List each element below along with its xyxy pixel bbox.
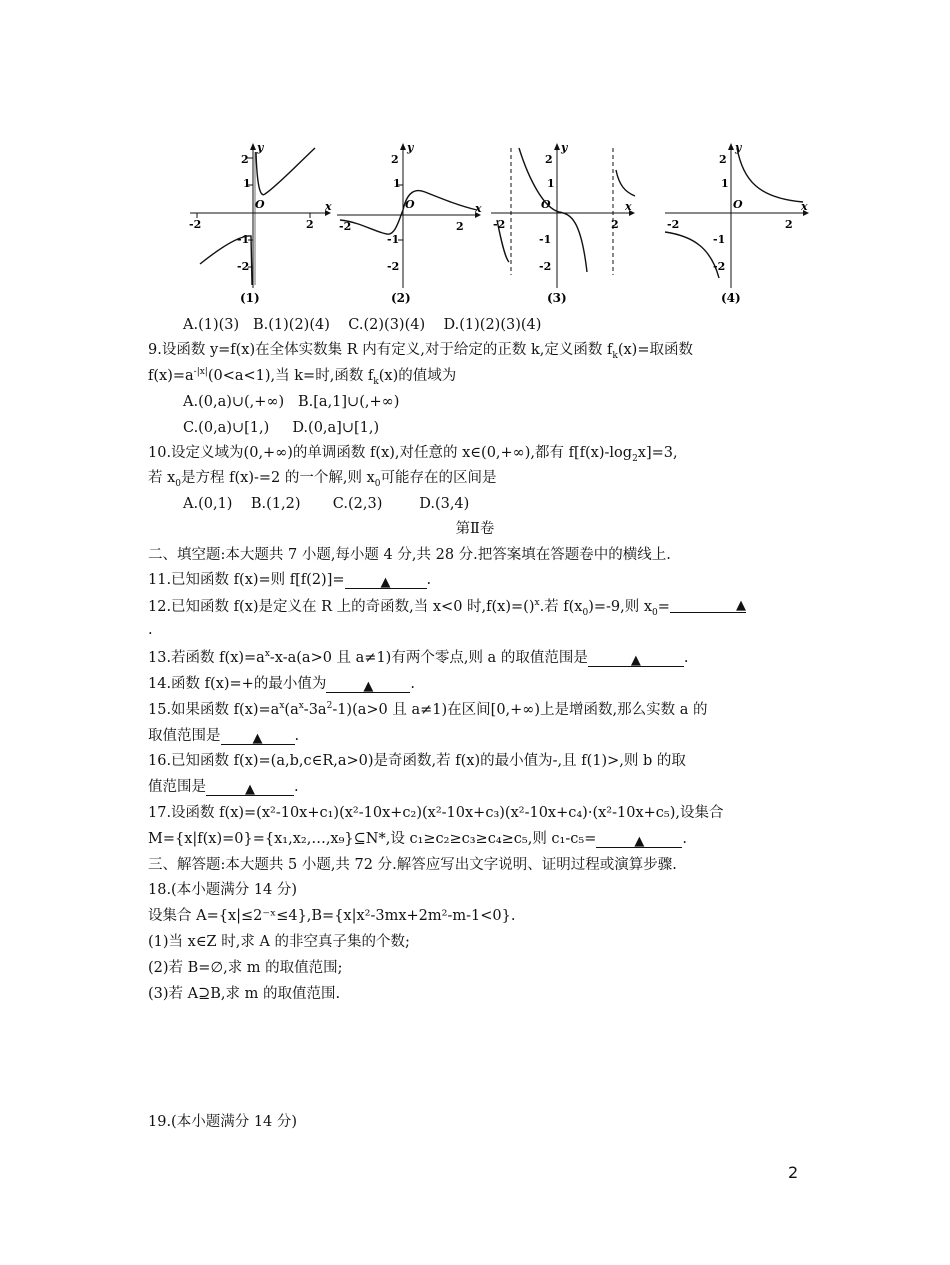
graph-caption: (1): [240, 291, 260, 305]
svg-text:2: 2: [241, 153, 249, 166]
q9-stem-line1: 9.设函数 y=f(x)在全体实数集 R 内有定义,对于给定的正数 k,定义函数 $f_k(x)=$取函数: [148, 342, 693, 361]
q15-line1: 15.如果函数 $f(x)=a^x(a^x-3a^2-1)(a>0$ 且 a≠1)在区间[0,+∞)上是增函数,那么实数 a 的: [148, 701, 708, 718]
q17-line1: 17.设函数 f(x)=(x²-10x+c₁)(x²-10x+c₂)(x²-10x+c₃)(x²-10x+c₄)·(x²-10x+c₅),设集合: [148, 805, 724, 821]
q14: 14.函数 f(x)=+的最小值为 ▲ .: [148, 676, 415, 694]
svg-text:x: x: [625, 200, 632, 213]
svg-text:2: 2: [719, 153, 727, 166]
triangle-icon: ▲: [634, 834, 645, 849]
svg-text:2: 2: [545, 153, 553, 166]
graph-2: [335, 140, 485, 312]
svg-text:1: 1: [393, 177, 401, 190]
volume-2-heading: 第Ⅱ卷: [455, 521, 495, 537]
section-3-heading: 三、解答题:本大题共 5 小题,共 72 分.解答应写出文字说明、证明过程或演算步骤.: [148, 857, 677, 873]
q18-part3: (3)若 A⊇B,求 m 的取值范围.: [148, 986, 341, 1002]
svg-text:-1: -1: [237, 233, 250, 246]
svg-text:-2: -2: [713, 260, 726, 273]
svg-text:1: 1: [243, 177, 251, 190]
svg-text:-2: -2: [387, 260, 400, 273]
triangle-icon: ▲: [630, 653, 641, 668]
svg-text:-2: -2: [339, 220, 352, 233]
svg-text:x: x: [801, 200, 808, 213]
answer-blank[interactable]: [670, 596, 746, 613]
q10-options: A.(0,1) B.(1,2) C.(2,3) D.(3,4): [183, 496, 470, 512]
answer-blank[interactable]: [596, 831, 682, 848]
q18-sets: 设集合 A={x|≤2⁻ˣ≤4},B={x|x²-3mx+2m²-m-1<0}.: [148, 908, 516, 924]
answer-blank[interactable]: [345, 572, 427, 589]
svg-text:O: O: [541, 198, 551, 211]
q17-line2: M={x|f(x)=0}={x₁,x₂,…,x₉}⊆N*,设 c₁≥c₂≥c₃≥c₄≥c₅,则 c₁-c₅= ▲ .: [148, 831, 687, 849]
q10-stem-line2: 若 $x_0$是方程 f(x)-=2 的一个解,则 $x_0$可能存在的区间是: [148, 470, 497, 489]
svg-text:2: 2: [456, 220, 464, 233]
page-number: 2: [788, 1163, 799, 1182]
q18-part1: (1)当 x∈Z 时,求 A 的非空真子集的个数;: [148, 934, 410, 950]
svg-text:(3): (3): [547, 291, 567, 305]
svg-text:x: x: [475, 202, 482, 215]
svg-text:2: 2: [391, 153, 399, 166]
svg-text:2: 2: [306, 218, 314, 231]
svg-text:1: 1: [721, 177, 729, 190]
svg-text:O: O: [405, 198, 415, 211]
svg-text:y: y: [561, 141, 568, 154]
origin-label: O: [255, 198, 265, 211]
triangle-icon: ▲: [363, 679, 374, 694]
section-2-heading: 二、填空题:本大题共 7 小题,每小题 4 分,共 28 分.把答案填在答题卷中的横线上.: [148, 547, 671, 563]
q13: 13.若函数 $f(x)=a^x-x-a(a>0$ 且 a≠1)有两个零点,则 a 的取值范围是 ▲ .: [148, 649, 689, 668]
axis-y-label: y: [257, 141, 264, 154]
svg-text:y: y: [407, 141, 414, 154]
svg-text:(4): (4): [721, 291, 741, 305]
q16-line1: 16.已知函数 f(x)=(a,b,c∈R,a>0)是奇函数,若 f(x)的最小值为-,且 f(1)>,则 b 的取: [148, 753, 686, 769]
svg-text:2: 2: [785, 218, 793, 231]
triangle-icon: ▲: [735, 598, 746, 613]
q9-stem-line2: $f(x)=a^{-|x|}(0<a<1)$,当 k=时,函数 $f_k(x)$的值域为: [148, 367, 457, 387]
q11: 11.已知函数 f(x)=则 f[f(2)]= ▲ .: [148, 572, 432, 590]
svg-text:2: 2: [611, 218, 619, 231]
triangle-icon: ▲: [252, 731, 263, 746]
q18-part2: (2)若 B=∅,求 m 的取值范围;: [148, 960, 343, 976]
svg-text:O: O: [733, 198, 743, 211]
svg-text:-2: -2: [539, 260, 552, 273]
graph-4: [663, 140, 813, 312]
answer-blank[interactable]: [221, 728, 295, 745]
q15-line2: 取值范围是 ▲ .: [148, 728, 300, 746]
svg-text:(2): (2): [391, 291, 411, 305]
q10-stem-line1: 10.设定义域为(0,+∞)的单调函数 f(x),对任意的 x∈(0,+∞),都有 $f[f(x)-\log_2x]=3$,: [148, 445, 678, 464]
q9-options-cd: C.(0,a)∪[1,) D.(0,a]∪[1,): [183, 420, 380, 436]
q8-options: A.(1)(3) B.(1)(2)(4) C.(2)(3)(4) D.(1)(2)(3)(4): [183, 317, 542, 333]
q12-period: .: [148, 622, 153, 638]
q18-title: 18.(本小题满分 14 分): [148, 882, 298, 898]
q19-title: 19.(本小题满分 14 分): [148, 1114, 298, 1130]
graph-1: [185, 140, 335, 312]
svg-text:-1: -1: [713, 233, 726, 246]
axis-x-label: x: [325, 200, 332, 213]
q12: 12.已知函数 f(x)是定义在 R 上的奇函数,当 x<0 时,f(x)=()$^x$.若 $f(x_0)=-9$,则 $x_0=$ ▲: [148, 598, 746, 618]
svg-text:-2: -2: [667, 218, 680, 231]
q9-options-ab: A.(0,a)∪(,+∞) B.[a,1]∪(,+∞): [183, 394, 400, 410]
function-graphs: [185, 140, 815, 315]
answer-blank[interactable]: [206, 779, 294, 796]
svg-text:-1: -1: [539, 233, 552, 246]
triangle-icon: ▲: [380, 575, 391, 590]
svg-text:-2: -2: [493, 218, 506, 231]
triangle-icon: ▲: [245, 782, 255, 797]
svg-text:-2: -2: [189, 218, 202, 231]
svg-text:y: y: [735, 141, 742, 154]
answer-blank[interactable]: [588, 650, 684, 667]
q16-line2: 值范围是 ▲ .: [148, 779, 299, 797]
svg-text:-1: -1: [387, 233, 400, 246]
svg-text:-2: -2: [237, 260, 250, 273]
svg-text:1: 1: [547, 177, 555, 190]
answer-blank[interactable]: [326, 676, 410, 693]
graph-3: [489, 140, 639, 312]
